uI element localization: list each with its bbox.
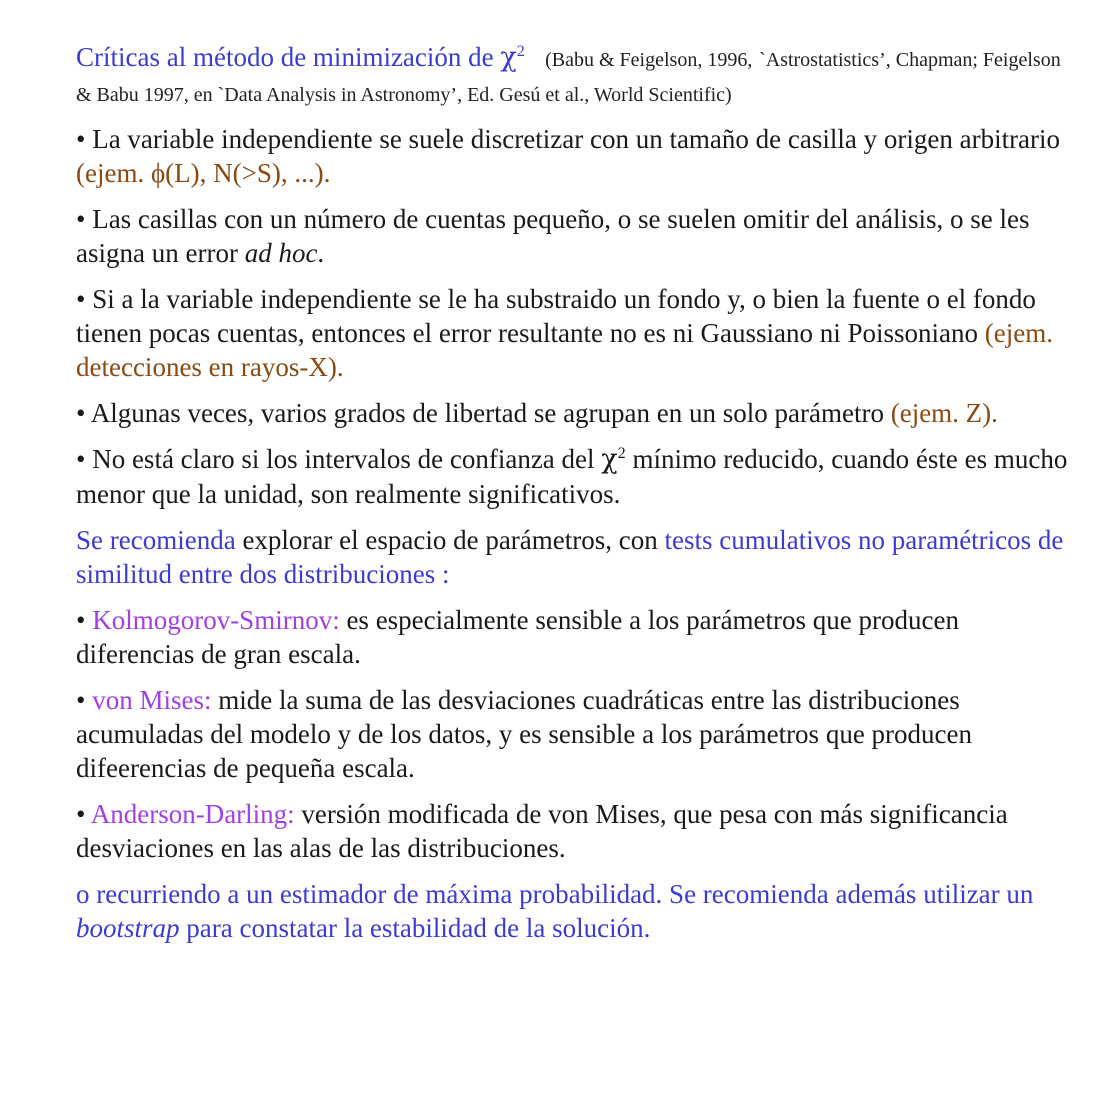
slide-header xyxy=(76,40,1076,110)
bullet-text: • Si a la variable independiente se le ha substraido un fondo y, o bien la fuente o el fondo tienen pocas cuentas, entonces el error resultante no es ni Gaussiano ni Poissoniano xyxy=(76,284,1036,348)
test-name: Anderson-Darling: xyxy=(90,799,295,829)
test-von-mises xyxy=(76,683,1076,785)
recommend-highlight: tests cumulativos no paramétricos de similitud entre dos distribuciones : xyxy=(76,525,1064,589)
chi-exponent: 2 xyxy=(617,444,626,462)
test-name: Kolmogorov-Smirnov: xyxy=(92,605,340,635)
closing-italic: bootstrap xyxy=(76,913,180,943)
test-name: von Mises: xyxy=(92,685,212,715)
bullet-example: (ejem. ϕ(L), N(>S), ...). xyxy=(76,158,331,188)
bullet-degrees-freedom xyxy=(76,396,1076,430)
recommendation xyxy=(76,523,1076,591)
test-desc: es especialmente sensible a los parámetros que producen diferencias de gran escala. xyxy=(76,605,959,669)
closing-text-after: para constatar la estabilidad de la solución. xyxy=(179,913,651,943)
test-kolmogorov-smirnov xyxy=(76,603,1076,671)
test-bullet: • xyxy=(76,799,91,829)
test-anderson-darling xyxy=(76,797,1076,865)
bullet-discretization xyxy=(76,122,1076,190)
slide-page xyxy=(76,40,1076,957)
test-desc: versión modificada de von Mises, que pesa con más significancia desviaciones en las alas de las distribuciones. xyxy=(76,799,1008,863)
bullet-background xyxy=(76,282,1076,384)
chi-symbol: χ xyxy=(500,42,517,73)
bullet-text: • La variable independiente se suele discretizar con un tamaño de casilla y origen arbitrario xyxy=(76,124,1061,154)
chi-exponent: 2 xyxy=(516,42,525,60)
bullet-text: • No está claro si los intervalos de confianza del xyxy=(76,444,602,474)
bullet-italic: ad hoc xyxy=(244,238,318,268)
reference-line-1: (Babu & Feigelson, 1996, xyxy=(545,49,753,71)
bullet-after: . xyxy=(317,238,325,268)
chi-symbol: χ xyxy=(601,444,618,475)
reference-line-2: `Astrostatistics’, Chapman; Feigelson & Babu 1997, en `Data Analysis in Astronomy’, Ed. Gesú et al., World Scientific) xyxy=(76,49,1061,106)
test-bullet: • xyxy=(76,605,93,635)
bullet-text: • Algunas veces, varios grados de libertad se agrupan en un solo parámetro xyxy=(76,398,891,428)
bullet-example: (ejem. Z). xyxy=(890,398,998,428)
bullet-confidence xyxy=(76,442,1076,511)
recommend-middle: explorar el espacio de parámetros, con xyxy=(242,525,665,555)
test-bullet: • xyxy=(76,685,93,715)
closing-text-before: o recurriendo a un estimador de máxima probabilidad. Se recomienda además utilizar un xyxy=(76,879,1034,909)
bullet-example: (ejem. detecciones en rayos-X). xyxy=(76,318,1053,382)
test-desc: mide la suma de las desviaciones cuadráticas entre las distribuciones acumuladas del modelo y de los datos, y es sensible a los parámetros que producen difeerencias de pequeña escala. xyxy=(76,685,973,783)
bullet-after: mínimo reducido, cuando éste es mucho menor que la unidad, son realmente significativos. xyxy=(76,444,1068,509)
bullet-small-counts xyxy=(76,202,1076,270)
closing-paragraph xyxy=(76,877,1076,945)
slide-title: Críticas al método de minimización de xyxy=(76,42,501,72)
bullet-text: • Las casillas con un número de cuentas pequeño, o se suelen omitir del análisis, o se les asigna un error xyxy=(76,204,1030,268)
recommend-lead: Se recomienda xyxy=(76,525,243,555)
